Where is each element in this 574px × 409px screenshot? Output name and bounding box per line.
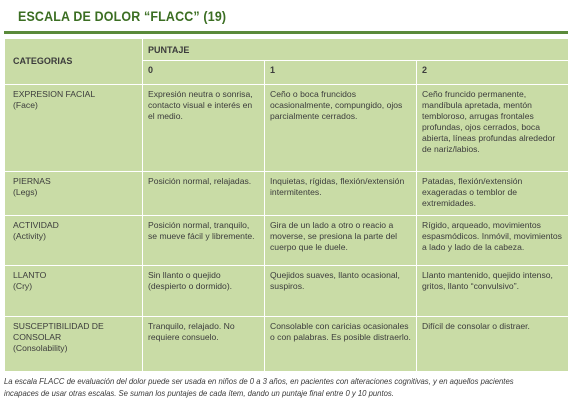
title-bar [4,0,568,34]
category-name: SUSCEPTIBILIDAD DE CONSOLAR [13,320,104,342]
category-english: (Consolability) [13,342,68,353]
category-english: (Activity) [13,230,46,241]
score-0-cell [143,215,265,265]
header-categorias: CATEGORIAS [5,39,143,85]
footnote: La escala FLACC de evaluación del dolor puede ser usada en niños de 0 a 3 años, en pacientes con alteraciones cognitivas, y en aquellos pacientes incapaces de usar otras escalas. Se suman los puntajes de cada ítem, dando un puntaje final entre 0 y 10 puntos. [4,376,514,398]
score-0-text: Sin llanto o quejido (despierto o dormido). [148,269,233,291]
header-row-1 [5,39,569,61]
header-puntaje: PUNTAJE [143,39,569,61]
score-0-cell [143,316,265,371]
score-1-cell [265,171,417,215]
score-1-cell [265,265,417,316]
flacc-table-container [4,38,568,372]
score-1-cell [265,316,417,371]
score-1-text: Gira de un lado a otro o reacio a moverse, se presiona la parte del cuerpo que le duele. [270,219,398,252]
score-0-text: Expresión neutra o sonrisa, contacto visual e interés en el medio. [148,88,253,121]
score-0-cell [143,84,265,171]
table-row-face [5,84,569,171]
score-1-text: Ceño o boca fruncidos ocasionalmente, compungido, ojos parcialmente cerrados. [270,88,403,121]
score-1-cell [265,215,417,265]
table-row-consolability [5,316,569,371]
category-english: (Face) [13,99,38,110]
score-1-text: Inquietas, rígidas, flexión/extensión intermitentes. [270,175,405,197]
category-name: PIERNAS [13,175,51,186]
score-0-text: Posición normal, relajadas. [148,175,252,186]
score-0-cell [143,265,265,316]
score-0-text: Tranquilo, relajado. No requiere consuelo. [148,320,235,342]
category-english: (Cry) [13,280,33,291]
header-score-1: 1 [265,61,417,84]
header-score-0: 0 [143,61,265,84]
table-row-cry [5,265,569,316]
score-0-text: Posición normal, tranquilo, se mueve fácil y libremente. [148,219,255,241]
score-2-cell [417,316,569,371]
score-2-text: Difícil de consolar o distraer. [422,320,530,331]
category-cell [5,84,143,171]
category-english: (Legs) [13,186,38,197]
score-2-cell [417,171,569,215]
category-cell [5,171,143,215]
score-2-text: Patadas, flexión/extensión exageradas o temblor de extremidades. [422,175,523,208]
header-score-2: 2 [417,61,569,84]
category-cell [5,215,143,265]
score-2-text: Ceño fruncido permanente, mandíbula apretada, mentón tembloroso, arrugas frontales profundas, ojos cerrados, boca abierta, líneas profundas alrededor de nariz/labios. [422,88,556,154]
flacc-table [4,38,569,372]
category-name: EXPRESION FACIAL [13,88,96,99]
score-2-text: Llanto mantenido, quejido intenso, gritos, llanto “convulsivo”. [422,269,553,291]
score-1-cell [265,84,417,171]
score-2-cell [417,265,569,316]
table-row-activity [5,215,569,265]
table-row-legs [5,171,569,215]
score-2-text: Rígido, arqueado, movimientos espasmódicos. Inmóvil, movimientos a lado y lado de la cabeza. [422,219,562,252]
score-1-text: Consolable con caricias ocasionales o con palabras. Es posible distraerlo. [270,320,411,342]
score-2-cell [417,84,569,171]
category-cell [5,265,143,316]
category-name: ACTIVIDAD [13,219,59,230]
score-0-cell [143,171,265,215]
category-cell [5,316,143,371]
score-1-text: Quejidos suaves, llanto ocasional, suspiros. [270,269,400,291]
page-title: ESCALA DE DOLOR “FLACC” (19) [18,9,227,24]
score-2-cell [417,215,569,265]
category-name: LLANTO [13,269,47,280]
